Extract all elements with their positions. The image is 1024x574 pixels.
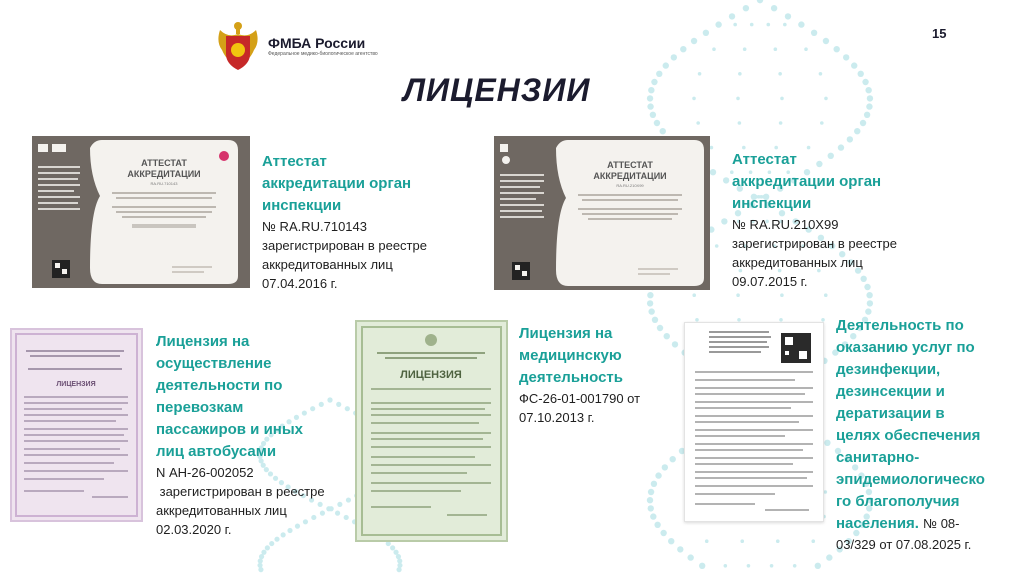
license-graphic	[357, 322, 506, 540]
card-heading-line: Аттестат	[262, 153, 327, 170]
card-body-line: № RA.RU.710143	[262, 219, 367, 234]
document-card-3	[156, 331, 325, 539]
dna-dot	[669, 456, 675, 462]
card-body-line: № RA.RU.210X99	[732, 217, 839, 232]
card-heading-line: лиц автобусами	[156, 443, 277, 460]
dna-dot	[723, 177, 729, 183]
dna-dot	[824, 293, 828, 297]
dna-dot	[851, 62, 857, 68]
dna-dot	[843, 54, 849, 60]
document-card-5	[836, 315, 985, 554]
dna-dot	[815, 563, 821, 569]
dna-dot	[715, 21, 721, 27]
dna-dot	[823, 38, 829, 44]
certificate-graphic	[494, 136, 710, 290]
dna-dot	[774, 47, 778, 51]
notification-document-image	[684, 322, 824, 522]
dna-dot	[650, 112, 656, 118]
dna-dot	[692, 97, 696, 101]
card-heading-line: перевозкам	[156, 399, 244, 416]
dna-dot	[652, 317, 658, 323]
dna-dot	[345, 406, 350, 411]
qr-code-icon	[52, 260, 70, 278]
card-body-line: № 08-	[923, 516, 960, 531]
license-image-2	[355, 320, 508, 542]
dna-dot	[269, 541, 274, 546]
dna-dot	[811, 539, 815, 543]
dna-dot	[663, 62, 669, 68]
svg-text:ЛИЦЕНЗИЯ: ЛИЦЕНЗИЯ	[400, 369, 462, 381]
dna-dot	[390, 545, 395, 550]
card-body-line: 03/329 от 07.08.2025 г.	[836, 537, 972, 552]
dna-dot	[648, 505, 654, 511]
dna-dot	[696, 121, 700, 125]
dna-dot	[326, 506, 331, 511]
dna-dot	[736, 97, 740, 101]
dna-dot	[867, 300, 873, 306]
svg-text:АККРЕДИТАЦИИ: АККРЕДИТАЦИИ	[127, 169, 201, 179]
dna-dot	[655, 472, 661, 478]
dna-dot	[662, 464, 668, 470]
document-graphic	[685, 323, 823, 521]
dna-dot	[710, 146, 714, 150]
card-body-line: аккредитованных лиц	[732, 255, 863, 270]
dna-dot	[660, 128, 666, 134]
document-card-2	[732, 149, 897, 291]
dna-dot	[724, 564, 728, 568]
dna-dot	[703, 30, 709, 36]
card-heading-line: осуществление	[156, 355, 272, 372]
qr-code-icon	[512, 262, 530, 280]
document-card-1	[262, 151, 427, 293]
certificate-image-2	[494, 136, 710, 290]
dna-dot	[648, 308, 654, 314]
dna-dot	[336, 402, 341, 407]
dna-dot	[820, 121, 824, 125]
dna-dot	[648, 87, 654, 93]
dna-dot	[344, 515, 349, 520]
dna-dot	[750, 23, 754, 27]
card-heading-line: аккредитации орган	[262, 175, 412, 192]
card-body-line: 07.10.2013 г.	[519, 410, 595, 425]
certificate-image-1	[32, 136, 250, 288]
dna-dot	[397, 563, 402, 568]
dna-dot	[651, 481, 657, 487]
dna-dot	[733, 23, 737, 27]
dna-dot	[647, 95, 653, 101]
dna-dot	[660, 530, 666, 536]
svg-text:АТТЕСТАТ: АТТЕСТАТ	[607, 160, 653, 170]
brand-name: ФМБА России	[268, 35, 366, 51]
dna-dot	[866, 292, 872, 298]
dna-dot	[729, 13, 735, 19]
card-heading-line: оказанию услуг по	[836, 339, 975, 356]
card-heading-line: дезинфекции,	[836, 361, 941, 378]
card-heading-line: аккредитации орган	[732, 173, 882, 190]
card-body-line: зарегистрирован в реестре	[156, 484, 325, 499]
dna-dot	[819, 72, 823, 76]
dna-dot	[776, 539, 780, 543]
dna-dot	[770, 564, 774, 568]
dna-dot	[648, 489, 654, 495]
document-card-4	[519, 323, 640, 427]
dna-dot	[785, 13, 791, 19]
dna-dot	[824, 490, 828, 494]
dna-dot	[778, 72, 782, 76]
dna-dot	[677, 546, 683, 552]
dna-dot	[740, 539, 744, 543]
svg-text:АККРЕДИТАЦИИ: АККРЕДИТАЦИИ	[593, 171, 667, 181]
card-body-line: ФС-26-01-001790 от	[519, 391, 641, 406]
dna-dot	[867, 95, 873, 101]
card-heading-line: санитарно-	[836, 449, 920, 466]
dna-dot	[337, 502, 342, 507]
card-heading-line: го благополучия	[836, 493, 960, 510]
license-graphic	[12, 330, 141, 520]
dna-dot	[715, 244, 719, 248]
card-heading-line: дератизации в	[836, 405, 945, 422]
dna-dot	[651, 79, 657, 85]
card-heading-line: инспекции	[262, 197, 342, 214]
card-heading-line: деятельности по	[156, 377, 283, 394]
page-title: ЛИЦЕНЗИИ	[403, 72, 591, 108]
dna-dot	[738, 72, 742, 76]
brand	[268, 36, 378, 58]
dna-dot	[858, 71, 864, 77]
dna-dot	[771, 5, 777, 11]
dna-dot	[671, 54, 677, 60]
accreditation-logo-icon	[219, 151, 229, 161]
dna-dot	[743, 47, 747, 51]
dna-dot	[396, 567, 401, 572]
card-heading-line: деятельность	[519, 369, 623, 386]
card-body-line: 02.03.2020 г.	[156, 522, 232, 537]
card-heading-line: Лицензия на	[156, 333, 250, 350]
dna-dot	[680, 46, 686, 52]
certificate-graphic	[32, 136, 250, 288]
svg-text:RA.RU.210X99: RA.RU.210X99	[616, 183, 644, 188]
dna-dot	[824, 440, 830, 446]
dna-dot	[710, 169, 716, 175]
brand-subtitle: Федеральное медико-биологическое агентство	[268, 51, 378, 57]
page-number: 15	[932, 26, 947, 41]
card-heading-line: Лицензия на	[519, 325, 613, 342]
dna-dot	[780, 293, 784, 297]
dna-dot	[647, 497, 653, 503]
dna-dot	[656, 71, 662, 77]
dna-dot	[862, 79, 868, 85]
dna-dot	[692, 293, 696, 297]
coat-of-arms-icon	[212, 20, 264, 76]
dna-dot	[687, 554, 693, 560]
dna-dot	[780, 97, 784, 101]
dna-dot	[865, 87, 871, 93]
dna-dot	[811, 30, 817, 36]
dna-dot	[736, 293, 740, 297]
dna-dot	[783, 23, 787, 27]
card-body-line: зарегистрирован в реестре	[732, 236, 897, 251]
dna-dot	[698, 72, 702, 76]
card-heading-line: Аттестат	[732, 151, 797, 168]
dna-dot	[647, 103, 653, 109]
dna-dot	[766, 23, 770, 27]
dna-dot	[798, 21, 804, 27]
dna-dot	[654, 120, 660, 126]
dna-dot	[738, 121, 742, 125]
dna-dot	[705, 539, 709, 543]
dna-dot	[647, 300, 653, 306]
dna-dot	[860, 120, 866, 126]
card-body-line: N АН-26-002052	[156, 465, 254, 480]
dna-dot	[327, 397, 332, 402]
dna-dot	[699, 563, 705, 569]
dna-dot	[864, 112, 870, 118]
card-heading-line: эпидемиологическо	[836, 471, 985, 488]
card-body-line: аккредитованных лиц	[156, 503, 287, 518]
dna-dot	[854, 128, 860, 134]
card-heading-line: инспекции	[732, 195, 812, 212]
dna-dot	[721, 218, 727, 224]
dna-dot	[668, 538, 674, 544]
dna-dot	[258, 567, 263, 572]
dna-dot	[824, 97, 828, 101]
dna-dot	[826, 554, 832, 560]
dna-dot	[664, 333, 670, 339]
dna-dot	[691, 38, 697, 44]
dna-dot	[743, 5, 749, 11]
dna-dot	[647, 292, 653, 298]
coat-of-arms-icon	[425, 334, 437, 346]
card-heading-line: дезинсекции и	[836, 383, 945, 400]
card-heading-line: целях обеспечения	[836, 427, 981, 444]
dna-dot	[747, 564, 751, 568]
dna-dot	[654, 522, 660, 528]
card-heading-line: пассажиров и иных	[156, 421, 304, 438]
dna-dot	[847, 136, 853, 142]
dna-dot	[793, 564, 797, 568]
dna-dot	[650, 513, 656, 519]
dna-dot	[804, 47, 808, 51]
card-heading-line: населения.	[836, 515, 919, 532]
svg-text:RA.RU.710143: RA.RU.710143	[150, 181, 178, 186]
dna-dot	[865, 308, 871, 314]
svg-text:АТТЕСТАТ: АТТЕСТАТ	[141, 158, 187, 168]
card-body-line: зарегистрирован в реестре	[262, 238, 427, 253]
card-heading-line: медицинскую	[519, 347, 622, 364]
dna-dot	[866, 103, 872, 109]
card-body-line: 07.04.2016 г.	[262, 276, 338, 291]
dna-dot	[265, 545, 270, 550]
card-body-line: аккредитованных лиц	[262, 257, 393, 272]
dna-dot	[712, 47, 716, 51]
card-heading-line: Деятельность по	[836, 317, 964, 334]
dna-dot	[672, 341, 678, 347]
dna-dot	[779, 121, 783, 125]
svg-text:ЛИЦЕНЗИЯ: ЛИЦЕНЗИЯ	[56, 381, 96, 388]
dna-dot	[257, 563, 262, 568]
dna-dot	[335, 510, 340, 515]
dna-dot	[346, 497, 351, 502]
card-body-line: 09.07.2015 г.	[732, 274, 808, 289]
license-image-1	[10, 328, 143, 522]
dna-dot	[657, 325, 663, 331]
dna-dot	[833, 46, 839, 52]
